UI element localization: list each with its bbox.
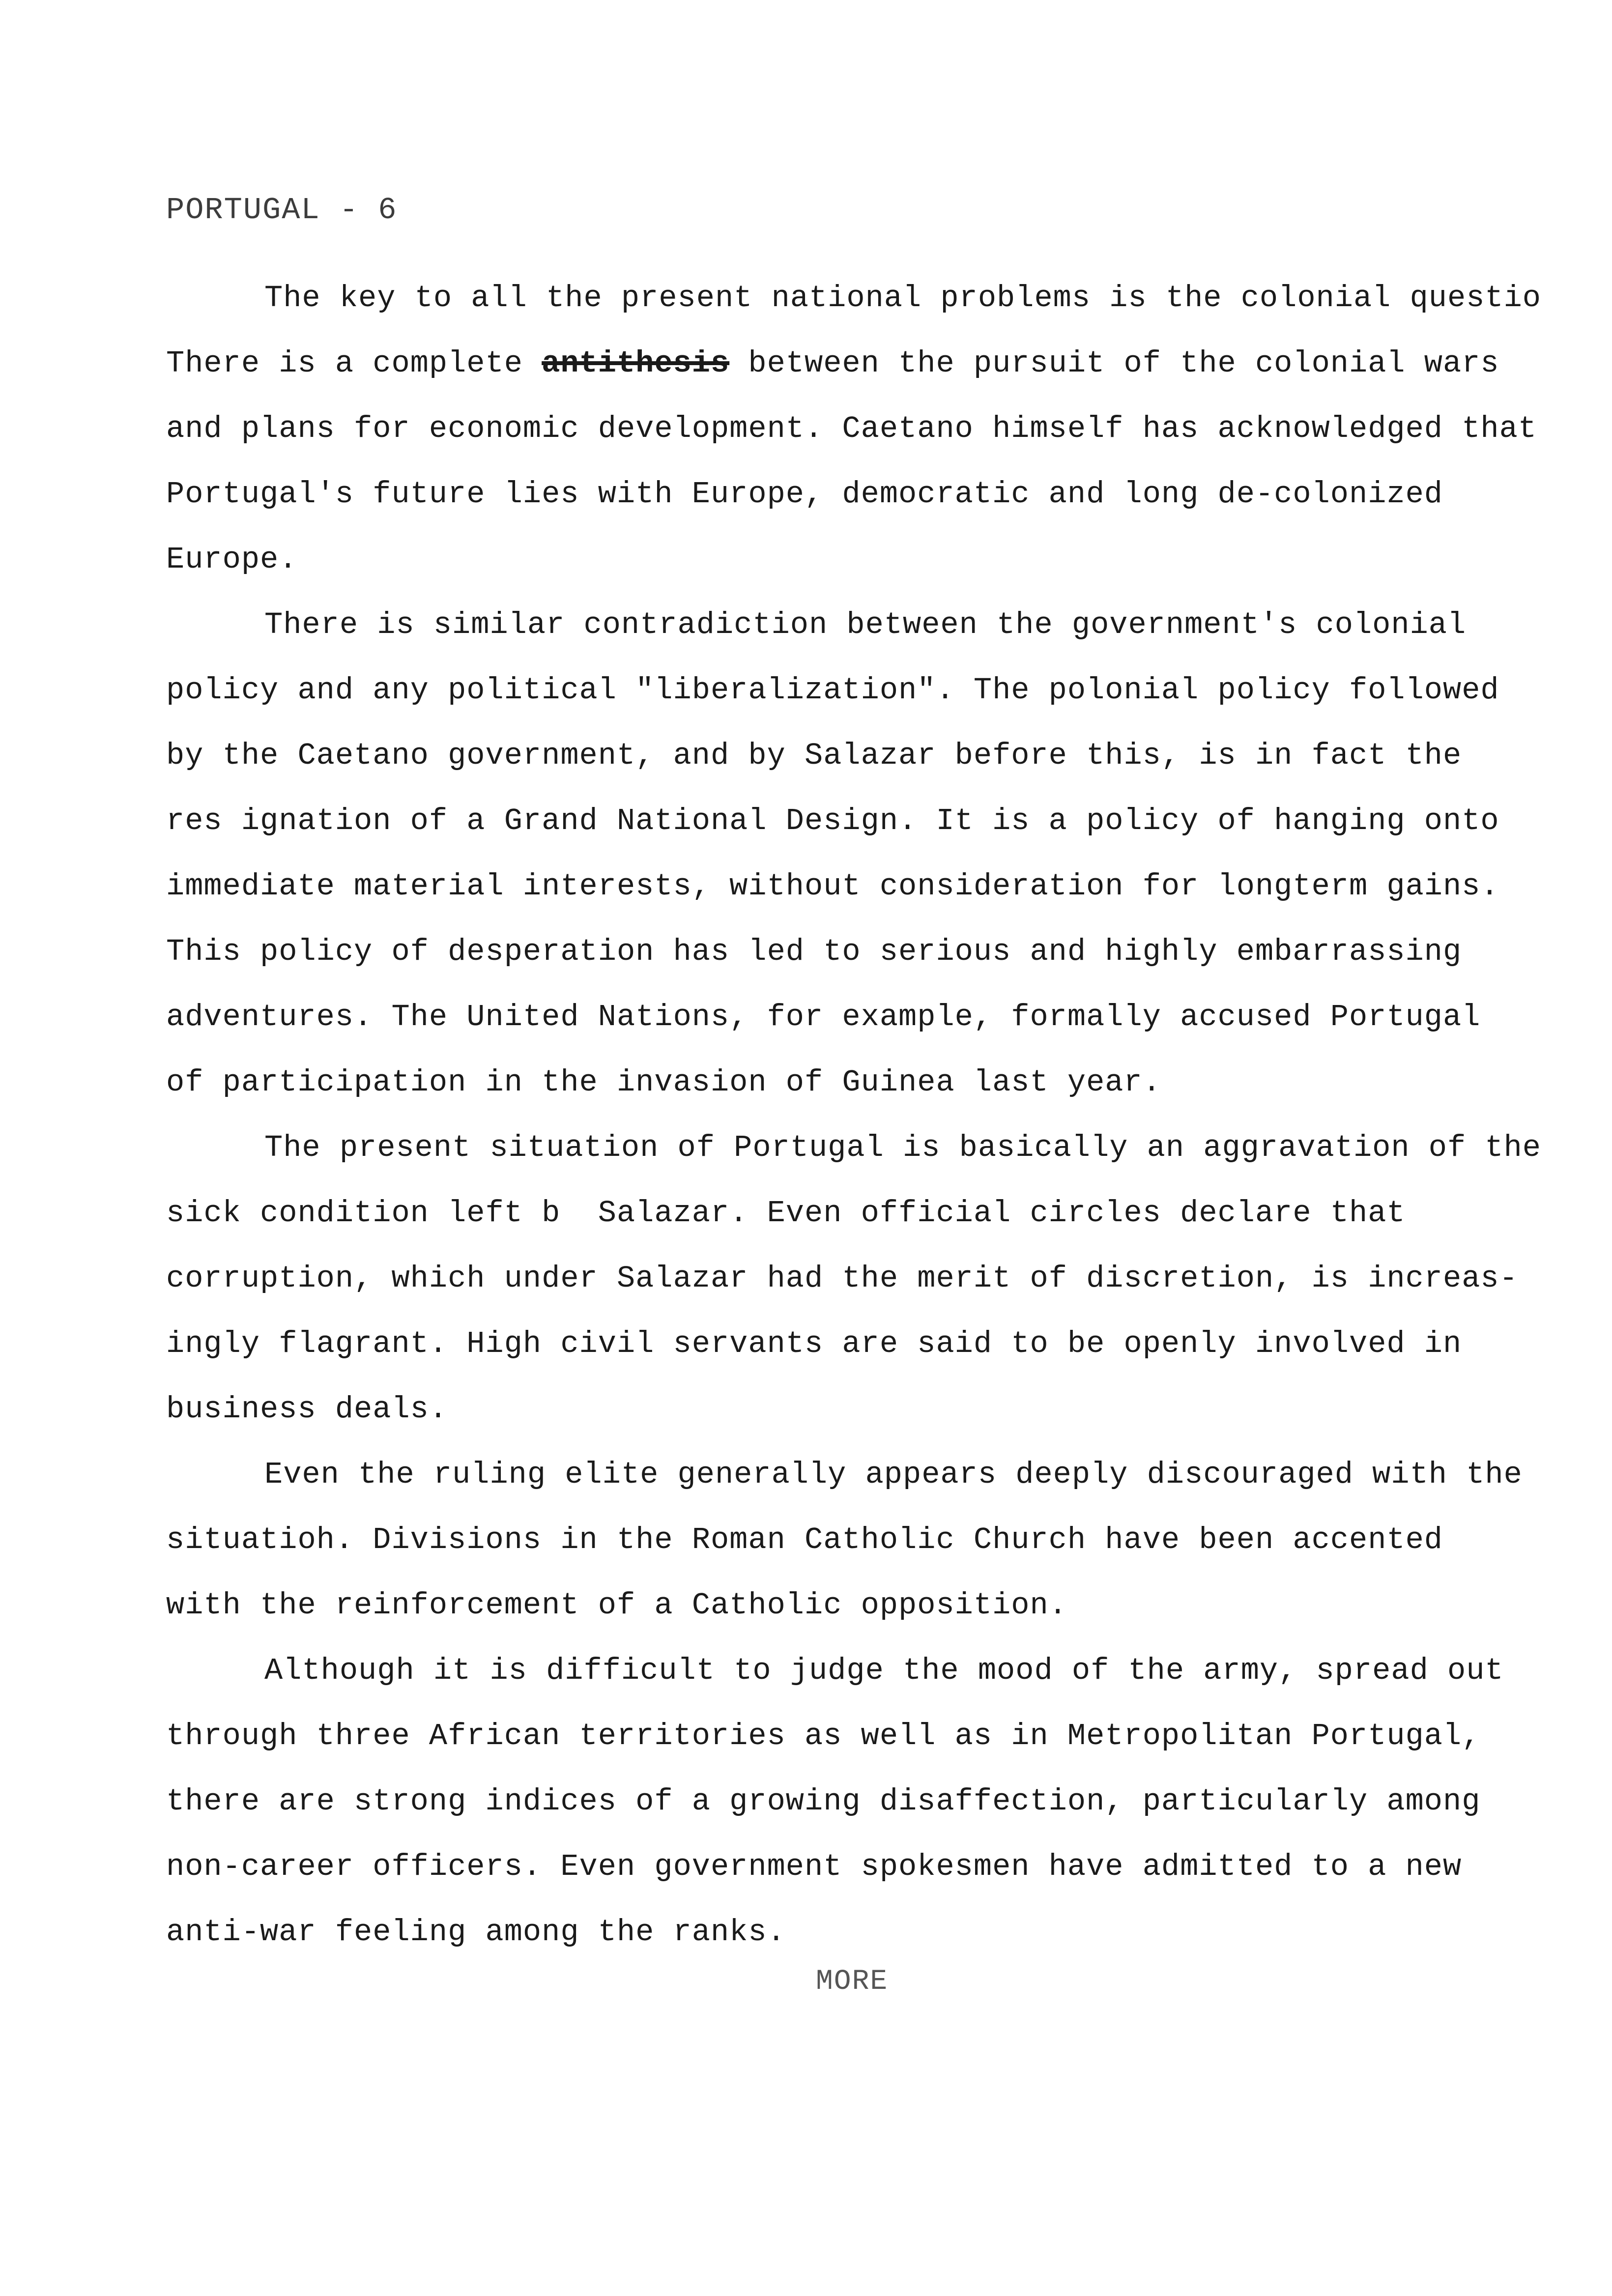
line-text-after-strike: between the pursuit of the colonial wars — [729, 346, 1499, 381]
paragraph-5-line-1: Although it is difficult to judge the mood of the army, spread out — [264, 1653, 1504, 1688]
paragraph-2-line-5: immediate material interests, without consideration for longterm gains. — [166, 869, 1499, 904]
paragraph-5-line-2: through three African territories as well as in Metropolitan Portugal, — [166, 1719, 1481, 1753]
document-body — [166, 265, 1601, 1965]
paragraph-5-line-5: anti-war feeling among the ranks. — [166, 1915, 786, 1950]
paragraph-3-line-4: ingly flagrant. High civil servants are said to be openly involved in — [166, 1326, 1462, 1361]
paragraph-1-line-3: and plans for economic development. Caetano himself has acknowledged that — [166, 411, 1537, 446]
paragraph-1-line-2 — [166, 331, 1601, 396]
paragraph-3-line-3: corruption, which under Salazar had the merit of discretion, is increas- — [166, 1261, 1518, 1296]
paragraph-4-line-1: Even the ruling elite generally appears deeply discouraged with the — [264, 1457, 1523, 1492]
paragraph-2-line-2: policy and any political "liberalization". The polonial policy followed — [166, 673, 1499, 708]
line-text-before-strike: There is a complete — [166, 346, 542, 381]
paragraph-4-line-2: situatioh. Divisions in the Roman Catholic Church have been accented — [166, 1522, 1443, 1557]
paragraph-1-line-4: Portugal's future lies with Europe, democratic and long de-colonized — [166, 477, 1443, 512]
paragraph-2-line-6: This policy of desperation has led to serious and highly embarrassing — [166, 934, 1462, 969]
paragraph-3-line-2: sick condition left b Salazar. Even official circles declare that — [166, 1196, 1406, 1231]
paragraph-5-line-3: there are strong indices of a growing disaffection, particularly among — [166, 1784, 1481, 1819]
continuation-marker: MORE — [816, 1966, 889, 1998]
paragraph-3-line-5: business deals. — [166, 1392, 448, 1427]
paragraph-2-line-1: There is similar contradiction between the government's colonial — [264, 607, 1467, 642]
paragraph-1-line-5: Europe. — [166, 542, 298, 577]
paragraph-3-line-1: The present situation of Portugal is basically an aggravation of the — [264, 1130, 1542, 1165]
paragraph-2-line-3: by the Caetano government, and by Salazar before this, is in fact the — [166, 738, 1462, 773]
paragraph-5-line-4: non-career officers. Even government spokesmen have admitted to a new — [166, 1849, 1462, 1884]
paragraph-2-line-4: res ignation of a Grand National Design. It is a policy of hanging onto — [166, 804, 1499, 838]
paragraph-2-line-8: of participation in the invasion of Guinea last year. — [166, 1065, 1161, 1100]
page-header: PORTUGAL - 6 — [166, 193, 398, 228]
paragraph-2-line-7: adventures. The United Nations, for example, formally accused Portugal — [166, 1000, 1481, 1034]
paragraph-1-line-1: The key to all the present national problems is the colonial questio — [264, 281, 1542, 316]
paragraph-4-line-3: with the reinforcement of a Catholic opposition. — [166, 1588, 1067, 1623]
struck-out-word: antithesis — [542, 346, 730, 381]
